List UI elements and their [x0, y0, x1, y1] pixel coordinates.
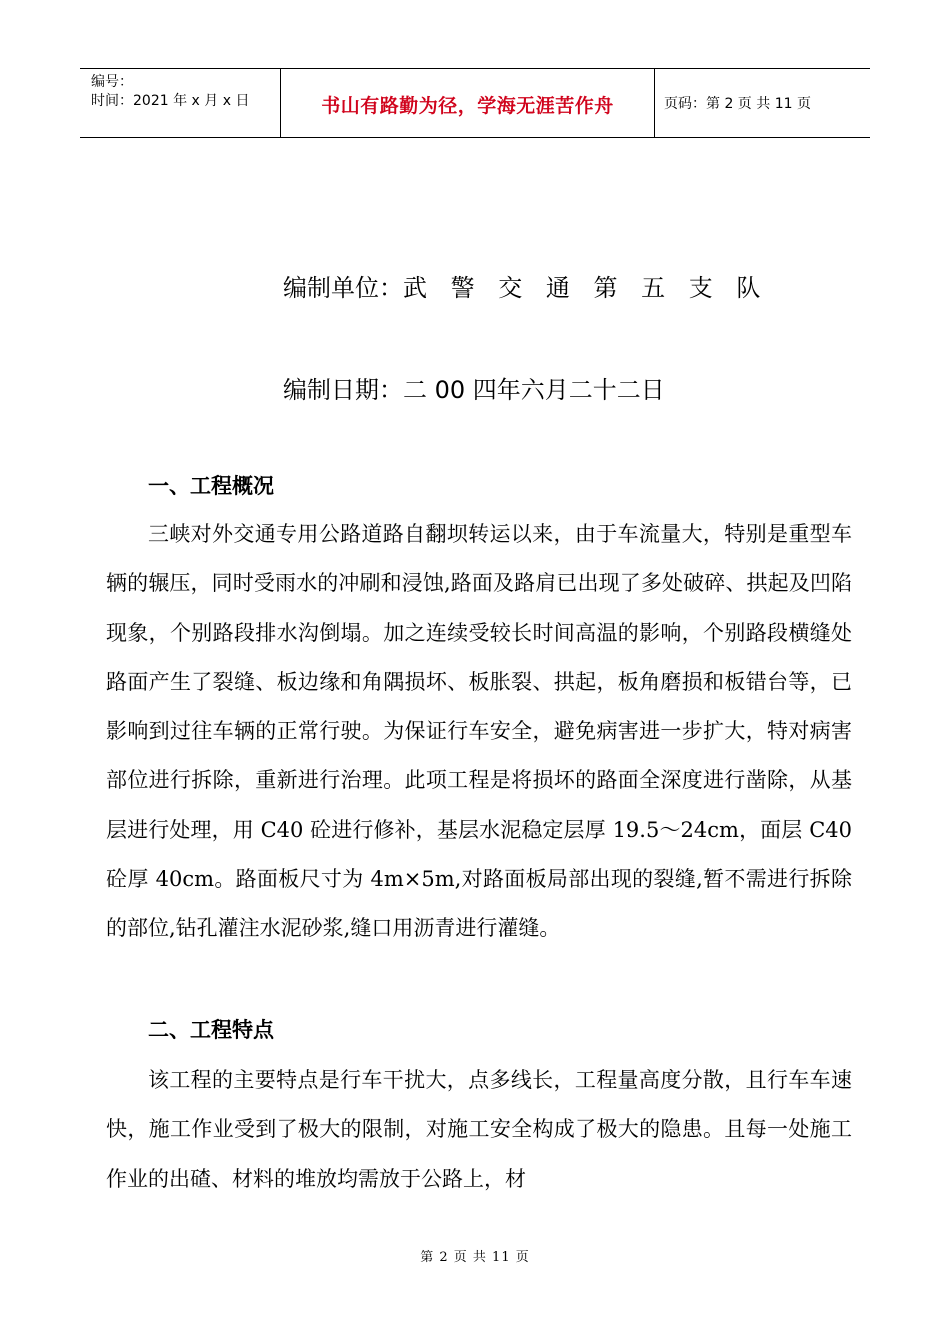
- compile-unit-value: 武 警 交 通 第 五 支 队: [403, 274, 769, 302]
- compile-unit-label: 编制单位：: [283, 274, 403, 302]
- header-meta-cell: [80, 69, 280, 137]
- compile-date-value: 二 00 四年六月二十二日: [403, 376, 665, 404]
- header-page-info: 页码：第 2 页 共 11 页: [664, 96, 811, 112]
- document-number: 编号：: [91, 74, 133, 90]
- compile-date: [283, 370, 665, 405]
- header-motto-cell: [280, 69, 655, 137]
- header-page-cell: [654, 69, 870, 137]
- section-paragraph-features: 该工程的主要特点是行车干扰大，点多线长，工程量高度分散，且行车车速快，施工作业受到了极大的限制，对施工安全构成了极大的隐患。且每一处施工作业的出碴、材料的堆放均需放于公路上，材: [106, 1068, 852, 1191]
- compile-unit: [283, 268, 768, 303]
- document-header: [80, 68, 870, 138]
- section-paragraph-overview: 三峡对外交通专用公路道路自翻坝转运以来，由于车流量大，特别是重型车辆的辗压，同时受雨水的冲刷和浸蚀,路面及路肩已出现了多处破碎、拱起及凹陷现象，个别路段排水沟倒塌。加之连续受较长时间高温的影响，个别路段横缝处路面产生了裂缝、板边缘和角隅损坏、板胀裂、拱起，板角磨损和板错台等，已影响到过往车辆的正常行驶。为保证行车安全，避免病害进一步扩大，特对病害部位进行拆除，重新进行治理。此项工程是将损坏的路面全深度进行凿除，从基层进行处理，用 C40 砼进行修补，基层水泥稳定层厚 19.5～24cm，面层 C40 砼厚 40cm。路面板尺寸为 4m×5m,对路面板局部出现的裂缝,暂不需进行拆除的部位,钻孔灌注水泥砂浆,缝口用沥青进行灌缝。: [106, 522, 852, 941]
- section-heading-features: 二、工程特点: [148, 1018, 274, 1042]
- compile-date-label: 编制日期：: [283, 376, 403, 404]
- page-footer: 第 2 页 共 11 页: [420, 1250, 530, 1265]
- header-motto: 书山有路勤为径，学海无涯苦作舟: [321, 95, 614, 117]
- document-time: 时间：2021 年 x 月 x 日: [91, 93, 250, 109]
- section-heading-overview: 一、工程概况: [148, 474, 274, 498]
